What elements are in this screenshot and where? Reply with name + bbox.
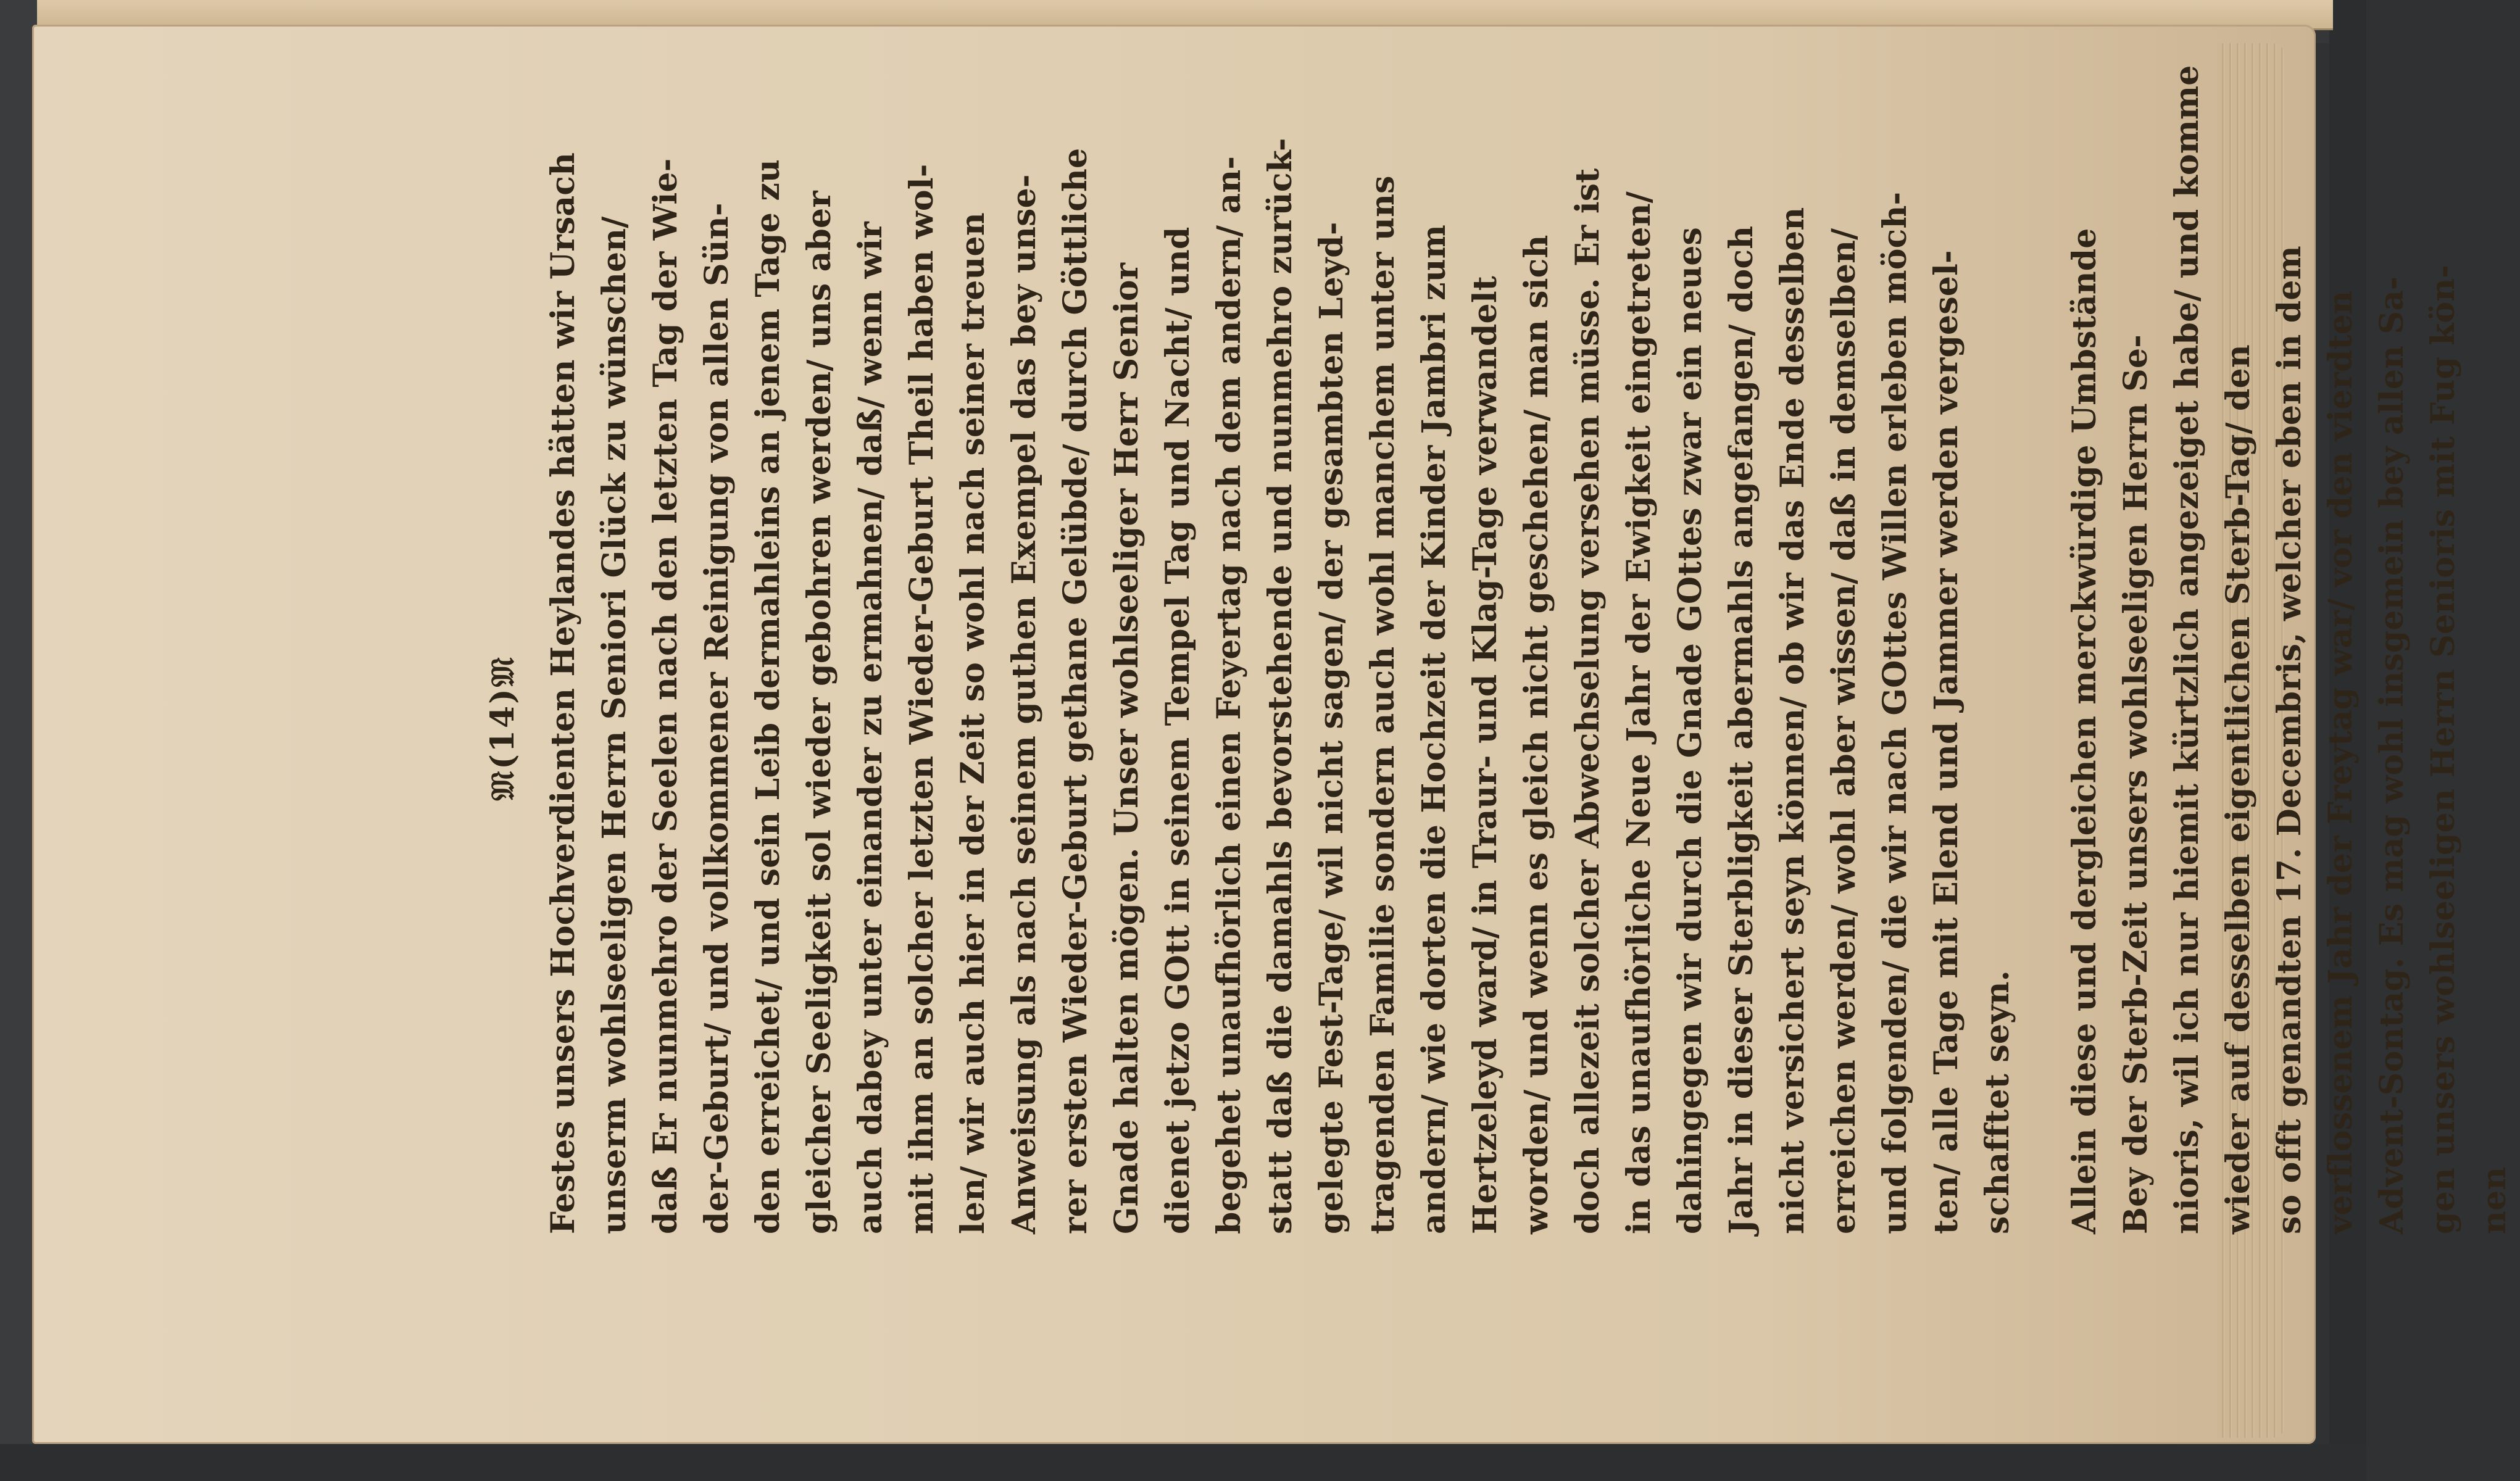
text-line: Hertzeleyd ward/ in Traur- und Klag-Tage verwandelt	[1466, 275, 1504, 1234]
text-line: worden/ und wenn es gleich nicht geschehen/ man sich	[1518, 234, 1555, 1234]
text-line: gen unsers wohlseeligen Herrn Senioris mit Fug kön-	[2424, 264, 2462, 1234]
text-line: dahingegen wir durch die Gnade GOttes zwar ein neues	[1671, 226, 1709, 1234]
text-line: andern/ wie dorten die Hochzeit der Kinder Jambri zum	[1415, 224, 1453, 1234]
text-line: nen	[2476, 1166, 2513, 1234]
text-line: gelegte Fest-Tage/ wil nicht sagen/ der gesambten Leyd-	[1313, 222, 1350, 1234]
paragraph-1	[538, 138, 2023, 1234]
paragraph-2	[2059, 65, 2520, 1234]
page-text-block	[480, 65, 2513, 1234]
text-line: nicht versichert seyn können/ ob wir das Ende desselben	[1774, 207, 1811, 1234]
text-line: dienet jetzo GOtt in seinem Tempel Tag und Nacht/ und	[1159, 226, 1197, 1234]
text-line: schafftet seyn.	[1979, 970, 2016, 1234]
text-line: der-Geburt/ und vollkommener Reinigung von allen Sün-	[698, 202, 736, 1234]
text-line: nioris, wil ich nur hiemit kürtzlich angezeiget habe/ und komme	[2168, 65, 2206, 1234]
text-line: gleicher Seeligkeit sol wieder gebohren werden/ uns aber	[800, 191, 838, 1234]
text-line: Gnade halten mögen. Unser wohlseeliger Herr Senior	[1108, 262, 1146, 1234]
text-line: und folgenden/ die wir nach GOttes Willen erleben möch-	[1876, 191, 1914, 1234]
text-line: daß Er nunmehro der Seelen nach den letzten Tag der Wie-	[647, 158, 684, 1234]
text-line: Advent-Sontag. Es mag wohl insgemein bey allen Sa-	[2373, 276, 2411, 1234]
paragraph-gap	[2023, 222, 2059, 1234]
text-line: den erreichet/ und sein Leib dermahleins an jenem Tage zu	[749, 159, 787, 1234]
text-line: in das unaufhörliche Neue Jahr der Ewigkeit eingetreten/	[1620, 191, 1658, 1234]
text-line: verflossenem Jahr der Freytag war/ vor den vierdten	[2322, 290, 2360, 1234]
text-line: statt daß die damahls bevorstehende und nunmehro zurück-	[1262, 138, 1299, 1234]
text-line: erreichen werden/ wohl aber wissen/ daß in demselben/	[1825, 228, 1863, 1234]
text-line: Anweisung als nach seinem guthen Exempel das bey unse-	[1005, 174, 1043, 1234]
page-number-header: 𝔐(14)𝔐	[484, 655, 522, 801]
background-cloth-left	[0, 0, 37, 1481]
background-cloth-bottom	[0, 1444, 2366, 1481]
text-line: so offt genandten 17. Decembris, welcher eben in dem	[2271, 246, 2308, 1234]
text-line: tragenden Familie sondern auch wohl manchem unter uns	[1364, 175, 1402, 1234]
text-line: Festes unsers Hochverdienten Heylandes hätten wir Ursach	[544, 152, 582, 1234]
text-line: wieder auf desselben eigentlichen Sterb-Tag/ den	[2219, 344, 2257, 1234]
text-line: begehet unaufhörlich einen Feyertag nach dem andern/ an-	[1210, 156, 1248, 1234]
text-line: auch dabey unter einander zu ermahnen/ daß/ wenn wir	[852, 222, 889, 1234]
text-line: Allein diese und dergleichen merckwürdige Umbstände	[2066, 228, 2103, 1234]
text-line: ten/ alle Tage mit Elend und Jammer werden vergesel-	[1927, 250, 1965, 1234]
text-line: Bey der Sterb-Zeit unsers wohlseeligen Herrn Se-	[2117, 334, 2155, 1234]
text-line: doch allezeit solcher Abwechselung versehen müsse. Er ist	[1569, 168, 1607, 1234]
text-line: len/ wir auch hier in der Zeit so wohl nach seiner treuen	[954, 212, 992, 1234]
text-line: mit ihm an solcher letzten Wieder-Geburt Theil haben wol-	[903, 164, 941, 1234]
text-line: Jahr in dieser Sterbligkeit abermahls angefangen/ doch	[1723, 225, 1760, 1234]
text-line: rer ersten Wieder-Geburt gethane Gelübde/ durch Göttliche	[1057, 147, 1094, 1234]
text-line: unserm wohlseeligen Herrn Seniori Glück zu wünschen/	[596, 216, 633, 1234]
